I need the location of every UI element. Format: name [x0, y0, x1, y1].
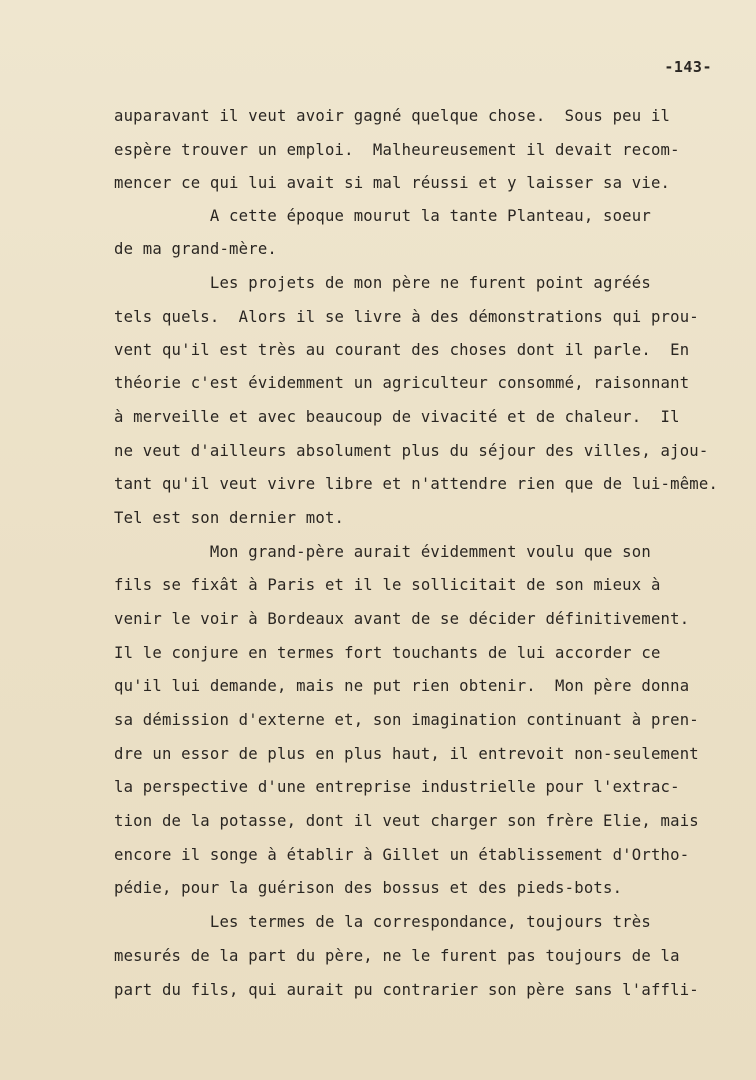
text-line: encore il songe à établir à Gillet un établissement d'Ortho- — [114, 846, 690, 864]
text-line: théorie c'est évidemment un agriculteur consommé, raisonnant — [114, 374, 690, 392]
text-line: qu'il lui demande, mais ne put rien obtenir. Mon père donna — [114, 677, 690, 695]
text-line: tels quels. Alors il se livre à des démonstrations qui prou- — [114, 308, 699, 326]
text-line: venir le voir à Bordeaux avant de se décider définitivement. — [114, 610, 690, 628]
text-line: tion de la potasse, dont il veut charger son frère Elie, mais — [114, 812, 699, 830]
text-line: Mon grand-père aurait évidemment voulu que son — [114, 543, 651, 561]
text-line: mencer ce qui lui avait si mal réussi et y laisser sa vie. — [114, 174, 671, 192]
text-line: sa démission d'externe et, son imagination continuant à pren- — [114, 711, 699, 729]
text-line: part du fils, qui aurait pu contrarier son père sans l'affli- — [114, 981, 699, 999]
text-line: la perspective d'une entreprise industrielle pour l'extrac- — [114, 778, 680, 796]
text-line: fils se fixât à Paris et il le sollicitait de son mieux à — [114, 576, 661, 594]
text-line: Il le conjure en termes fort touchants de lui accorder ce — [114, 644, 661, 662]
text-line: Les termes de la correspondance, toujours très — [114, 913, 651, 931]
text-line: A cette époque mourut la tante Planteau, soeur — [114, 207, 651, 225]
text-line: tant qu'il veut vivre libre et n'attendre rien que de lui-même. — [114, 475, 719, 493]
text-line: Tel est son dernier mot. — [114, 509, 345, 527]
text-line: ne veut d'ailleurs absolument plus du séjour des villes, ajou- — [114, 442, 709, 460]
text-line: dre un essor de plus en plus haut, il entrevoit non-seulement — [114, 745, 699, 763]
text-line: espère trouver un emploi. Malheureusement il devait recom- — [114, 141, 680, 159]
text-line: mesurés de la part du père, ne le furent pas toujours de la — [114, 947, 680, 965]
text-line: vent qu'il est très au courant des choses dont il parle. En — [114, 341, 690, 359]
text-line: auparavant il veut avoir gagné quelque chose. Sous peu il — [114, 107, 671, 125]
text-line: Les projets de mon père ne furent point agréés — [114, 274, 651, 292]
text-line: à merveille et avec beaucoup de vivacité et de chaleur. Il — [114, 408, 680, 426]
page-number: -143- — [664, 58, 712, 76]
text-line: de ma grand-mère. — [114, 240, 277, 258]
text-line: pédie, pour la guérison des bossus et des pieds-bots. — [114, 879, 623, 897]
